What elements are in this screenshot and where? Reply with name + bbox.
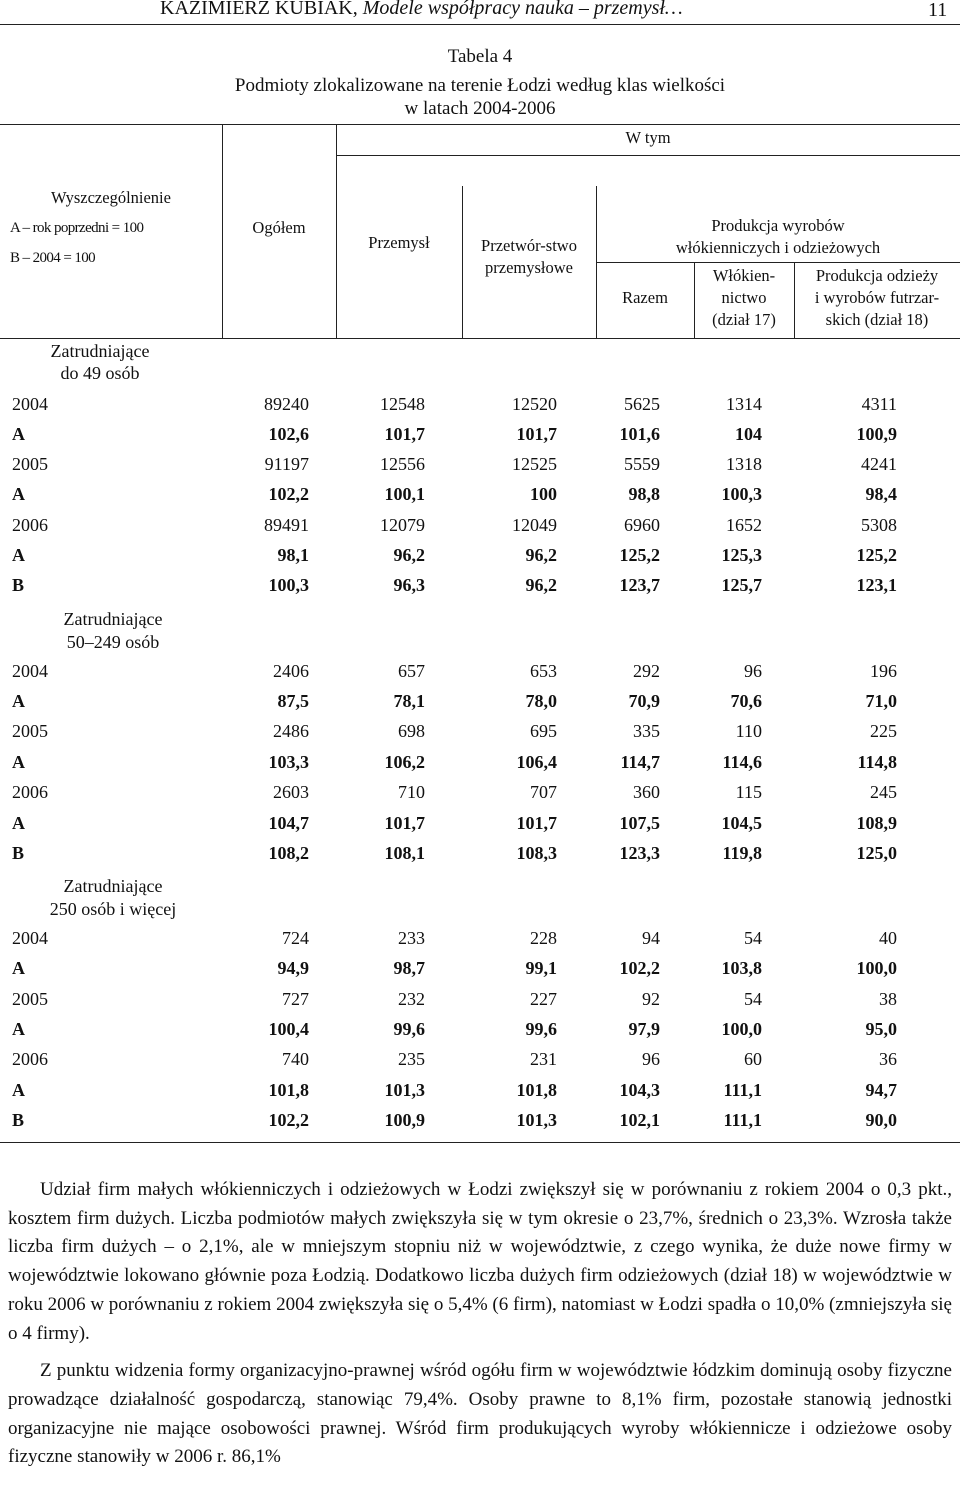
cell-wlokiennictwo: 100,0	[721, 1019, 762, 1039]
table-row	[0, 779, 960, 809]
cell-przetworstwo: 99,6	[525, 1019, 557, 1039]
cell-razem: 125,2	[619, 545, 660, 565]
row-label: A	[12, 691, 25, 711]
row-label: 2006	[12, 1049, 48, 1069]
table-title-line2: w latach 2004-2006	[404, 98, 556, 119]
group-title-line2: 250 osób i więcej	[49, 899, 177, 919]
table-row	[0, 955, 960, 985]
cell-przemysl: 12548	[380, 394, 425, 414]
cell-wlokiennictwo: 96	[744, 661, 762, 681]
cell-wlokiennictwo: 100,3	[721, 484, 762, 504]
table-row	[0, 658, 960, 688]
cell-przemysl: 101,7	[384, 424, 425, 444]
header-bottom-rule	[0, 338, 960, 339]
cell-wlokiennictwo: 114,6	[722, 752, 762, 772]
wtym-header: W tym	[625, 128, 671, 147]
table-row	[0, 810, 960, 840]
cell-odziez: 40	[879, 928, 897, 948]
cell-razem: 123,3	[619, 843, 660, 863]
cell-przemysl: 108,1	[384, 843, 425, 863]
table-row	[0, 718, 960, 748]
cell-odziez: 36	[879, 1049, 897, 1069]
row-label: 2004	[12, 928, 48, 948]
cell-przemysl: 78,1	[393, 691, 425, 711]
cell-ogolem: 103,3	[268, 752, 309, 772]
cell-przetworstwo: 231	[530, 1049, 557, 1069]
cell-wlokiennictwo: 119,8	[722, 843, 762, 863]
row-label: 2006	[12, 782, 48, 802]
cell-przetworstwo: 653	[530, 661, 557, 681]
cell-przemysl: 12556	[380, 454, 425, 474]
cell-przemysl: 96,2	[393, 545, 425, 565]
cell-razem: 292	[633, 661, 660, 681]
header-rule	[0, 24, 960, 25]
table-row	[0, 1046, 960, 1076]
cell-wlokiennictwo: 54	[744, 928, 762, 948]
cell-ogolem: 91197	[264, 454, 309, 474]
cell-ogolem: 87,5	[277, 691, 309, 711]
cell-razem: 92	[642, 989, 660, 1009]
cell-ogolem: 724	[282, 928, 309, 948]
row-label: A	[12, 752, 25, 772]
row-label: 2006	[12, 515, 48, 535]
row-label: A	[12, 1019, 25, 1039]
col-divider	[596, 186, 597, 338]
cell-przemysl: 235	[398, 1049, 425, 1069]
row-label: A	[12, 958, 25, 978]
cell-ogolem: 104,7	[268, 813, 309, 833]
cell-razem: 94	[642, 928, 660, 948]
cell-ogolem: 2486	[273, 721, 309, 741]
row-label: B	[12, 1110, 25, 1130]
cell-przemysl: 232	[398, 989, 425, 1009]
cell-wlokiennictwo: 1318	[726, 454, 762, 474]
col-divider	[336, 124, 337, 338]
przetworstwo-header-2: przemysłowe	[485, 258, 573, 277]
table-bottom-rule	[0, 1142, 960, 1143]
cell-ogolem: 108,2	[268, 843, 309, 863]
group-title-line2: 50–249 osób	[66, 632, 160, 652]
cell-razem: 97,9	[628, 1019, 660, 1039]
cell-przetworstwo: 12049	[512, 515, 557, 535]
cell-przemysl: 710	[398, 782, 425, 802]
table-top-rule	[0, 124, 960, 125]
row-label: A	[12, 1080, 25, 1100]
table-row	[0, 451, 960, 481]
page-number: 11	[928, 0, 948, 21]
cell-przetworstwo: 100	[530, 484, 557, 504]
paragraph: Udział firm małych włókienniczych i odzieżowych w Łodzi zwiększył się w porównaniu z rokiem 2004 o 0,3 pkt., kosztem firm dużych. Liczba podmiotów małych zwiększyła się w tym okresie o 23,7%, średnich o 23,3%. Wzrosła także liczba firm dużych – o 2,1%, ale w mniejszym stopniu niż w województwie, z czego wynika, że duże nowe firmy w województwie lokowano głównie poza Łodzią. Dodatkowo liczba dużych firm odzieżowych (dział 18) w województwie w roku 2006 w porównaniu z rokiem 2004 zwiększyła się o 5,4% (6 firm), natomiast w Łodzi spadła o 10,0% (zmniejszyła się o 4 firmy).	[8, 1179, 952, 1344]
cell-wlokiennictwo: 70,6	[730, 691, 762, 711]
cell-odziez: 123,1	[856, 575, 897, 595]
cell-przemysl: 657	[398, 661, 425, 681]
cell-przemysl: 99,6	[393, 1019, 425, 1039]
cell-razem: 5625	[624, 394, 660, 414]
table-row	[0, 572, 960, 602]
cell-odziez: 4311	[861, 394, 897, 414]
cell-przemysl: 12079	[380, 515, 425, 535]
table-label: Tabela 4	[447, 46, 513, 67]
cell-odziez: 95,0	[865, 1019, 897, 1039]
cell-odziez: 108,9	[856, 813, 897, 833]
wlok-header-1: Włókien-	[712, 266, 776, 285]
cell-przetworstwo: 96,2	[525, 545, 557, 565]
cell-wlokiennictwo: 1314	[726, 394, 762, 414]
cell-odziez: 90,0	[865, 1110, 897, 1130]
cell-wlokiennictwo: 111,1	[723, 1080, 762, 1100]
spec-a-legend: A – rok poprzedni = 100	[10, 220, 144, 236]
cell-przemysl: 233	[398, 928, 425, 948]
group-title-line1: Zatrudniające	[50, 341, 150, 361]
cell-odziez: 38	[879, 989, 897, 1009]
paragraph: Z punktu widzenia formy organizacyjno-prawnej wśród ogółu firm w województwie łódzkim dominują osoby fizyczne prowadzące działalność gospodarczą, stanowiąc 79,4%. Osoby prawne to 8,1% firm, pozostałe stanowią jednostki organizacyjne nie mające osobowości prawnej. Wśród firm produkujących wyroby włókiennicze i odzieżowe osoby fizyczne stanowiły w 2006 r. 86,1%	[8, 1360, 952, 1468]
cell-razem: 102,2	[619, 958, 660, 978]
cell-razem: 335	[633, 721, 660, 741]
cell-ogolem: 89491	[264, 515, 309, 535]
table-row	[0, 925, 960, 955]
cell-razem: 107,5	[619, 813, 660, 833]
cell-ogolem: 2406	[273, 661, 309, 681]
row-label: A	[12, 424, 25, 444]
cell-odziez: 71,0	[865, 691, 897, 711]
row-label: A	[12, 545, 25, 565]
running-author: KAZIMIERZ KUBIAK,	[160, 0, 358, 19]
spec-header: Wyszczególnienie	[51, 188, 171, 207]
cell-ogolem: 102,2	[268, 484, 309, 504]
cell-odziez: 225	[870, 721, 897, 741]
cell-przemysl: 698	[398, 721, 425, 741]
cell-razem: 70,9	[628, 691, 660, 711]
cell-odziez: 196	[870, 661, 897, 681]
cell-ogolem: 102,6	[268, 424, 309, 444]
cell-wlokiennictwo: 115	[735, 782, 762, 802]
cell-przemysl: 96,3	[393, 575, 425, 595]
cell-ogolem: 102,2	[268, 1110, 309, 1130]
cell-wlokiennictwo: 60	[744, 1049, 762, 1069]
row-label: 2004	[12, 661, 48, 681]
cell-przetworstwo: 101,8	[516, 1080, 557, 1100]
cell-przemysl: 101,7	[384, 813, 425, 833]
wlok-header-2: nictwo	[721, 288, 767, 307]
cell-odziez: 245	[870, 782, 897, 802]
table-row	[0, 481, 960, 511]
odziez-header-1: Produkcja odzieży	[815, 266, 939, 285]
produkcja-rule	[596, 262, 960, 263]
row-label: 2005	[12, 721, 48, 741]
cell-ogolem: 100,3	[268, 575, 309, 595]
cell-ogolem: 94,9	[277, 958, 309, 978]
cell-odziez: 100,9	[856, 424, 897, 444]
cell-przemysl: 101,3	[384, 1080, 425, 1100]
cell-przetworstwo: 228	[530, 928, 557, 948]
przetworstwo-header-1: Przetwór-stwo	[481, 236, 577, 255]
cell-przemysl: 98,7	[393, 958, 425, 978]
cell-przetworstwo: 99,1	[525, 958, 557, 978]
cell-ogolem: 100,4	[268, 1019, 309, 1039]
spec-b-legend: B – 2004 = 100	[10, 250, 96, 266]
cell-przemysl: 106,2	[384, 752, 425, 772]
row-label: A	[12, 813, 25, 833]
cell-odziez: 125,2	[856, 545, 897, 565]
running-title	[160, 0, 683, 20]
cell-odziez: 94,7	[865, 1080, 897, 1100]
cell-odziez: 114,8	[857, 752, 897, 772]
cell-razem: 5559	[624, 454, 660, 474]
cell-razem: 360	[633, 782, 660, 802]
cell-odziez: 5308	[861, 515, 897, 535]
running-article-title: Modele współpracy nauka – przemysł…	[362, 0, 683, 19]
cell-przemysl: 100,9	[384, 1110, 425, 1130]
cell-ogolem: 101,8	[268, 1080, 309, 1100]
cell-razem: 104,3	[619, 1080, 660, 1100]
running-header	[0, 0, 960, 24]
cell-przetworstwo: 227	[530, 989, 557, 1009]
row-label: B	[12, 575, 25, 595]
row-label: 2005	[12, 454, 48, 474]
table-row	[0, 840, 960, 870]
cell-razem: 98,8	[628, 484, 660, 504]
cell-przetworstwo: 707	[530, 782, 557, 802]
cell-ogolem: 98,1	[277, 545, 309, 565]
cell-przetworstwo: 12520	[512, 394, 557, 414]
table-row	[0, 986, 960, 1016]
cell-razem: 123,7	[619, 575, 660, 595]
cell-wlokiennictwo: 111,1	[723, 1110, 762, 1130]
cell-przemysl: 100,1	[384, 484, 425, 504]
ogolem-header: Ogółem	[252, 218, 306, 237]
cell-ogolem: 727	[282, 989, 309, 1009]
cell-przetworstwo: 108,3	[516, 843, 557, 863]
table-title-line1: Podmioty zlokalizowane na terenie Łodzi według klas wielkości	[234, 75, 726, 96]
cell-przetworstwo: 78,0	[525, 691, 557, 711]
cell-ogolem: 2603	[273, 782, 309, 802]
produkcja-header-1: Produkcja wyrobów	[711, 216, 845, 235]
body-text	[8, 1176, 952, 1472]
cell-ogolem: 740	[282, 1049, 309, 1069]
table-row	[0, 1107, 960, 1137]
cell-odziez: 98,4	[865, 484, 897, 504]
cell-wlokiennictwo: 54	[744, 989, 762, 1009]
cell-razem: 96	[642, 1049, 660, 1069]
cell-wlokiennictwo: 1652	[726, 515, 762, 535]
razem-header: Razem	[622, 288, 668, 307]
cell-wlokiennictwo: 125,3	[721, 545, 762, 565]
table-row	[0, 688, 960, 718]
cell-odziez: 100,0	[856, 958, 897, 978]
odziez-header-2: i wyrobów futrzar-	[814, 288, 940, 307]
cell-wlokiennictwo: 104	[735, 424, 762, 444]
row-label: 2004	[12, 394, 48, 414]
cell-przetworstwo: 96,2	[525, 575, 557, 595]
row-label: A	[12, 484, 25, 504]
table-row	[0, 512, 960, 542]
cell-razem: 102,1	[619, 1110, 660, 1130]
row-label: B	[12, 843, 25, 863]
table-row	[0, 542, 960, 572]
cell-przetworstwo: 101,7	[516, 424, 557, 444]
cell-przetworstwo: 106,4	[516, 752, 557, 772]
table-row	[0, 1016, 960, 1046]
row-label: 2005	[12, 989, 48, 1009]
table-row	[0, 421, 960, 451]
cell-wlokiennictwo: 104,5	[721, 813, 762, 833]
cell-wlokiennictwo: 103,8	[721, 958, 762, 978]
cell-odziez: 125,0	[856, 843, 897, 863]
cell-odziez: 4241	[861, 454, 897, 474]
table-row	[0, 749, 960, 779]
cell-razem: 101,6	[619, 424, 660, 444]
cell-wlokiennictwo: 110	[735, 721, 762, 741]
przemysl-header: Przemysł	[368, 233, 430, 252]
cell-razem: 114,7	[620, 752, 660, 772]
odziez-header-3: skich (dział 18)	[825, 310, 929, 329]
cell-przetworstwo: 12525	[512, 454, 557, 474]
table-row	[0, 1077, 960, 1107]
wtym-rule	[336, 155, 960, 156]
table-row	[0, 391, 960, 421]
cell-przetworstwo: 101,7	[516, 813, 557, 833]
cell-wlokiennictwo: 125,7	[721, 575, 762, 595]
group-title-line1: Zatrudniające	[63, 876, 163, 896]
cell-przetworstwo: 101,3	[516, 1110, 557, 1130]
group-title-line2: do 49 osób	[60, 363, 140, 383]
cell-razem: 6960	[624, 515, 660, 535]
produkcja-header-2: włókienniczych i odzieżowych	[675, 238, 881, 257]
group-title-line1: Zatrudniające	[63, 609, 163, 629]
cell-przetworstwo: 695	[530, 721, 557, 741]
wlok-header-3: (dział 17)	[712, 310, 776, 329]
cell-ogolem: 89240	[264, 394, 309, 414]
